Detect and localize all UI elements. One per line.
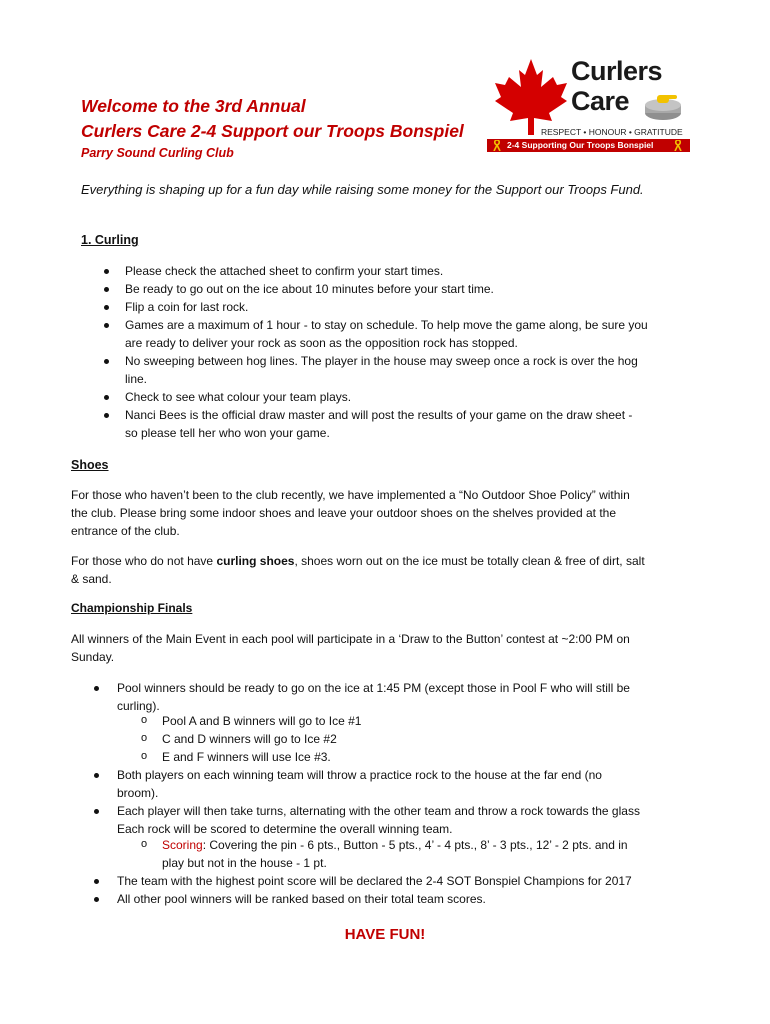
title-line-2: Curlers Care 2-4 Support our Troops Bonspiel	[81, 121, 464, 141]
finals-heading: Championship Finals	[71, 601, 193, 615]
have-fun-closing: HAVE FUN!	[344, 926, 426, 943]
shoes-paragraph-2	[71, 552, 645, 570]
club-name: Parry Sound Curling Club	[81, 146, 234, 160]
logo-banner-text: 2-4 Supporting Our Troops Bonspiel	[507, 140, 654, 150]
scoring-label: Scoring	[162, 838, 203, 852]
list-item-continued: curling).	[117, 699, 160, 713]
list-item-continued: so please tell her who won your game.	[125, 426, 330, 440]
bullet-icon	[104, 269, 109, 274]
shoes-paragraph-line: entrance of the club.	[71, 524, 180, 538]
curlers-care-logo	[487, 55, 690, 155]
finals-intro-line: Sunday.	[71, 650, 115, 664]
sub-list-item: E and F winners will use Ice #3.	[162, 750, 331, 764]
circle-bullet-icon: o	[141, 838, 148, 850]
curling-heading: 1. Curling	[81, 233, 139, 247]
shoes-paragraph-line: the club. Please bring some indoor shoes and leave your outdoor shoes on the shelves provided at the	[71, 506, 617, 520]
list-item: Pool winners should be ready to go on the ice at 1:45 PM (except those in Pool F who will still be	[117, 681, 630, 695]
list-item: Both players on each winning team will throw a practice rock to the house at the far end (no	[117, 768, 602, 782]
bullet-icon	[94, 879, 99, 884]
circle-bullet-icon: o	[141, 714, 148, 726]
list-item: No sweeping between hog lines. The player in the house may sweep once a rock is over the hog	[125, 354, 638, 368]
list-item: Each player will then take turns, alternating with the other team and throw a rock towards the glass	[117, 804, 640, 818]
bullet-icon	[94, 773, 99, 778]
shoes-paragraph-line: For those who haven’t been to the club recently, we have implemented a “No Outdoor Shoe Policy” within	[71, 488, 630, 502]
scoring-line	[162, 836, 628, 854]
list-item-continued: are ready to deliver your rock as soon as the opposition rock has stopped.	[125, 336, 518, 350]
list-item: Please check the attached sheet to confirm your start times.	[125, 264, 444, 278]
shoes-text: , shoes worn out on the ice must be totally clean & free of dirt, salt	[294, 554, 645, 568]
bullet-icon	[104, 359, 109, 364]
list-item: All other pool winners will be ranked based on their total team scores.	[117, 892, 486, 906]
bullet-icon	[104, 323, 109, 328]
curling-shoes-emphasis: curling shoes	[216, 554, 295, 568]
list-item: The team with the highest point score will be declared the 2-4 SOT Bonspiel Champions for 2017	[117, 874, 632, 888]
finals-intro-line: All winners of the Main Event in each pool will participate in a ‘Draw to the Button’ contest at ~2:00 PM on	[71, 632, 630, 646]
list-item: Games are a maximum of 1 hour - to stay on schedule. To help move the game along, be sure you	[125, 318, 648, 332]
list-item-continued: Each rock will be scored to determine the overall winning team.	[117, 822, 453, 836]
maple-leaf-icon	[491, 57, 571, 137]
scoring-line-continued: play but not in the house - 1 pt.	[162, 856, 327, 870]
bullet-icon	[104, 287, 109, 292]
yellow-ribbon-icon	[493, 140, 501, 151]
list-item-continued: line.	[125, 372, 148, 386]
list-item-continued: broom).	[117, 786, 159, 800]
yellow-ribbon-icon	[674, 140, 682, 151]
logo-tagline: RESPECT • HONOUR • GRATITUDE	[541, 127, 683, 137]
bullet-icon	[94, 686, 99, 691]
circle-bullet-icon: o	[141, 750, 148, 762]
circle-bullet-icon: o	[141, 732, 148, 744]
shoes-heading: Shoes	[71, 458, 109, 472]
logo-banner	[487, 139, 690, 152]
shoes-paragraph-line: & sand.	[71, 572, 112, 586]
list-item: Flip a coin for last rock.	[125, 300, 249, 314]
bullet-icon	[94, 809, 99, 814]
list-item: Be ready to go out on the ice about 10 minutes before your start time.	[125, 282, 494, 296]
title-line-1: Welcome to the 3rd Annual	[81, 96, 306, 116]
logo-word-curlers: Curlers	[571, 56, 663, 86]
curling-stone-icon	[643, 91, 683, 121]
bullet-icon	[104, 413, 109, 418]
shoes-text: For those who do not have	[71, 554, 217, 568]
sub-list-item: Pool A and B winners will go to Ice #1	[162, 714, 362, 728]
list-item: Nanci Bees is the official draw master and will post the results of your game on the draw sheet -	[125, 408, 633, 422]
list-item: Check to see what colour your team plays.	[125, 390, 352, 404]
scoring-text: : Covering the pin - 6 pts., Button - 5 pts., 4’ - 4 pts., 8’ - 3 pts., 12’ - 2 pts. and in	[202, 838, 628, 852]
bullet-icon	[104, 395, 109, 400]
bullet-icon	[94, 897, 99, 902]
bullet-icon	[104, 305, 109, 310]
sub-list-item: C and D winners will go to Ice #2	[162, 732, 337, 746]
logo-word-care: Care	[571, 86, 630, 116]
intro-text: Everything is shaping up for a fun day while raising some money for the Support our Troops Fund.	[81, 182, 644, 197]
